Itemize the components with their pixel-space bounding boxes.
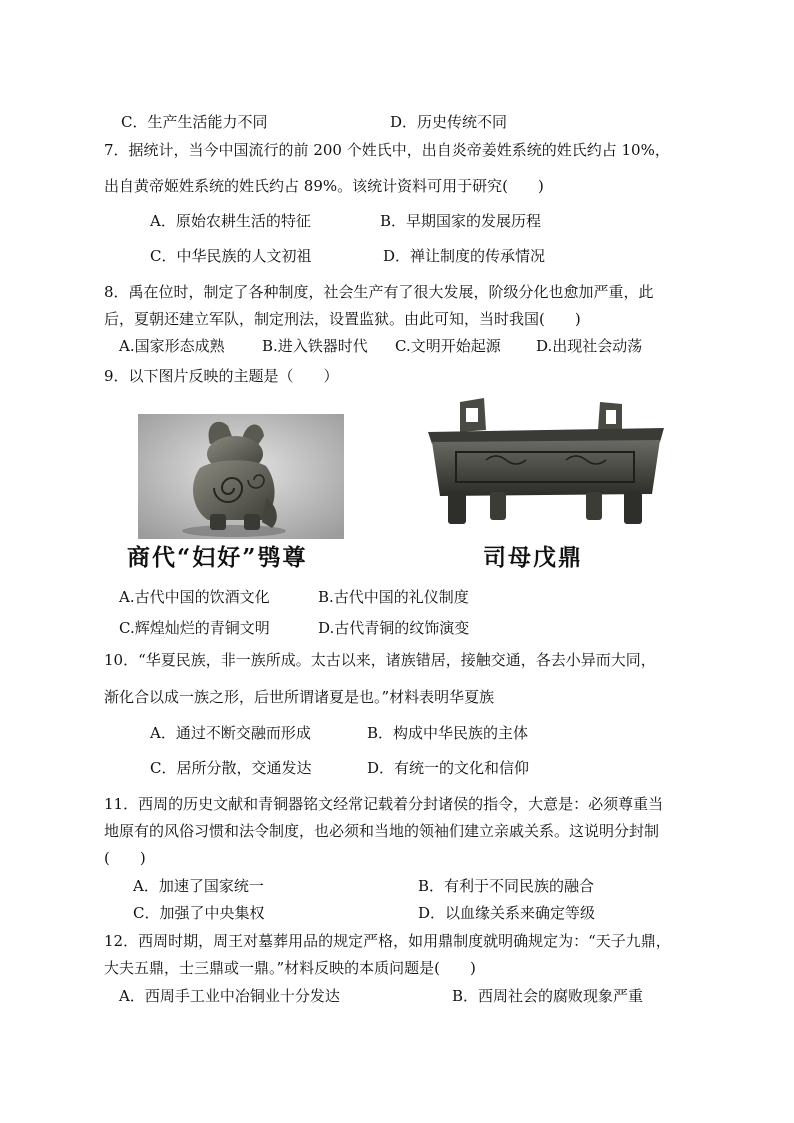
q12-stem-line2: 大夫五鼎，士三鼎或一鼎。”材料反映的本质问题是( ) — [104, 959, 476, 977]
q9-option-b: B.古代中国的礼仪制度 — [318, 588, 469, 606]
q8-option-a: A.国家形态成熟 — [119, 337, 225, 355]
q7-option-b: B．早期国家的发展历程 — [380, 212, 542, 230]
q12-option-a: A．西周手工业中冶铜业十分发达 — [119, 987, 340, 1005]
q9-option-a: A.古代中国的饮酒文化 — [119, 588, 270, 606]
q8-option-b: B.进入铁器时代 — [262, 337, 368, 355]
q6-option-d: D．历史传统不同 — [390, 113, 508, 131]
q11-option-d: D．以血缘关系来确定等级 — [418, 904, 596, 922]
q8-stem-line1: 8．禹在位时，制定了各种制度，社会生产有了很大发展，阶级分化也愈加严重，此 — [104, 283, 654, 301]
q11-option-a: A．加速了国家统一 — [133, 877, 264, 895]
q10-stem-line2: 渐化合以成一族之形，后世所谓诸夏是也。”材料表明华夏族 — [104, 688, 495, 706]
q11-option-b: B．有利于不同民族的融合 — [418, 877, 595, 895]
q10-stem-line1: 10．“华夏民族，非一族所成。太古以来，诸族错居，接触交通，各去小异而大同， — [104, 651, 656, 669]
q8-option-d: D.出现社会动荡 — [536, 337, 643, 355]
q10-option-a: A．通过不断交融而形成 — [150, 724, 311, 742]
q8-stem-line2: 后，夏朝还建立军队，制定刑法，设置监狱。由此可知，当时我国( ) — [104, 310, 581, 328]
q7-option-d: D．禅让制度的传承情况 — [383, 247, 546, 265]
q6-option-c: C．生产生活能力不同 — [121, 113, 268, 131]
simuwu-ding-caption: 司母戊鼎 — [483, 544, 583, 571]
owl-zun-caption: 商代“妇好”鸮尊 — [127, 544, 308, 571]
q11-option-c: C．加强了中央集权 — [133, 904, 265, 922]
q10-option-d: D．有统一的文化和信仰 — [367, 759, 530, 777]
q9-stem: 9．以下图片反映的主题是（ ） — [104, 367, 339, 385]
q7-option-a: A．原始农耕生活的特征 — [150, 212, 311, 230]
q10-option-c: C．居所分散，交通发达 — [150, 759, 312, 777]
q7-stem-line2: 出自黄帝姬姓系统的姓氏约占 89%。该统计资料可用于研究( ) — [104, 177, 544, 195]
q10-option-b: B．构成中华民族的主体 — [367, 724, 529, 742]
q7-option-c: C．中华民族的人文初祖 — [150, 247, 312, 265]
simuwu-ding-photo — [426, 398, 666, 526]
q8-option-c: C.文明开始起源 — [395, 337, 501, 355]
owl-zun-photo — [138, 414, 344, 539]
q9-option-d: D.古代青铜的纹饰演变 — [318, 619, 470, 637]
q7-stem-line1: 7．据统计，当今中国流行的前 200 个姓氏中，出自炎帝姜姓系统的姓氏约占 10%， — [104, 141, 670, 159]
q12-option-b: B．西周社会的腐败现象严重 — [452, 987, 644, 1005]
q11-stem-line3: ( ) — [104, 849, 146, 867]
q11-stem-line2: 地原有的风俗习惯和法令制度，也必须和当地的领袖们建立亲戚关系。这说明分封制 — [104, 822, 660, 840]
q12-stem-line1: 12．西周时期，周王对墓葬用品的规定严格，如用鼎制度就明确规定为：“天子九鼎， — [104, 932, 671, 950]
q9-option-c: C.辉煌灿烂的青铜文明 — [119, 619, 270, 637]
q11-stem-line1: 11．西周的历史文献和青铜器铭文经常记载着分封诸侯的指令，大意是：必须尊重当 — [104, 795, 664, 813]
